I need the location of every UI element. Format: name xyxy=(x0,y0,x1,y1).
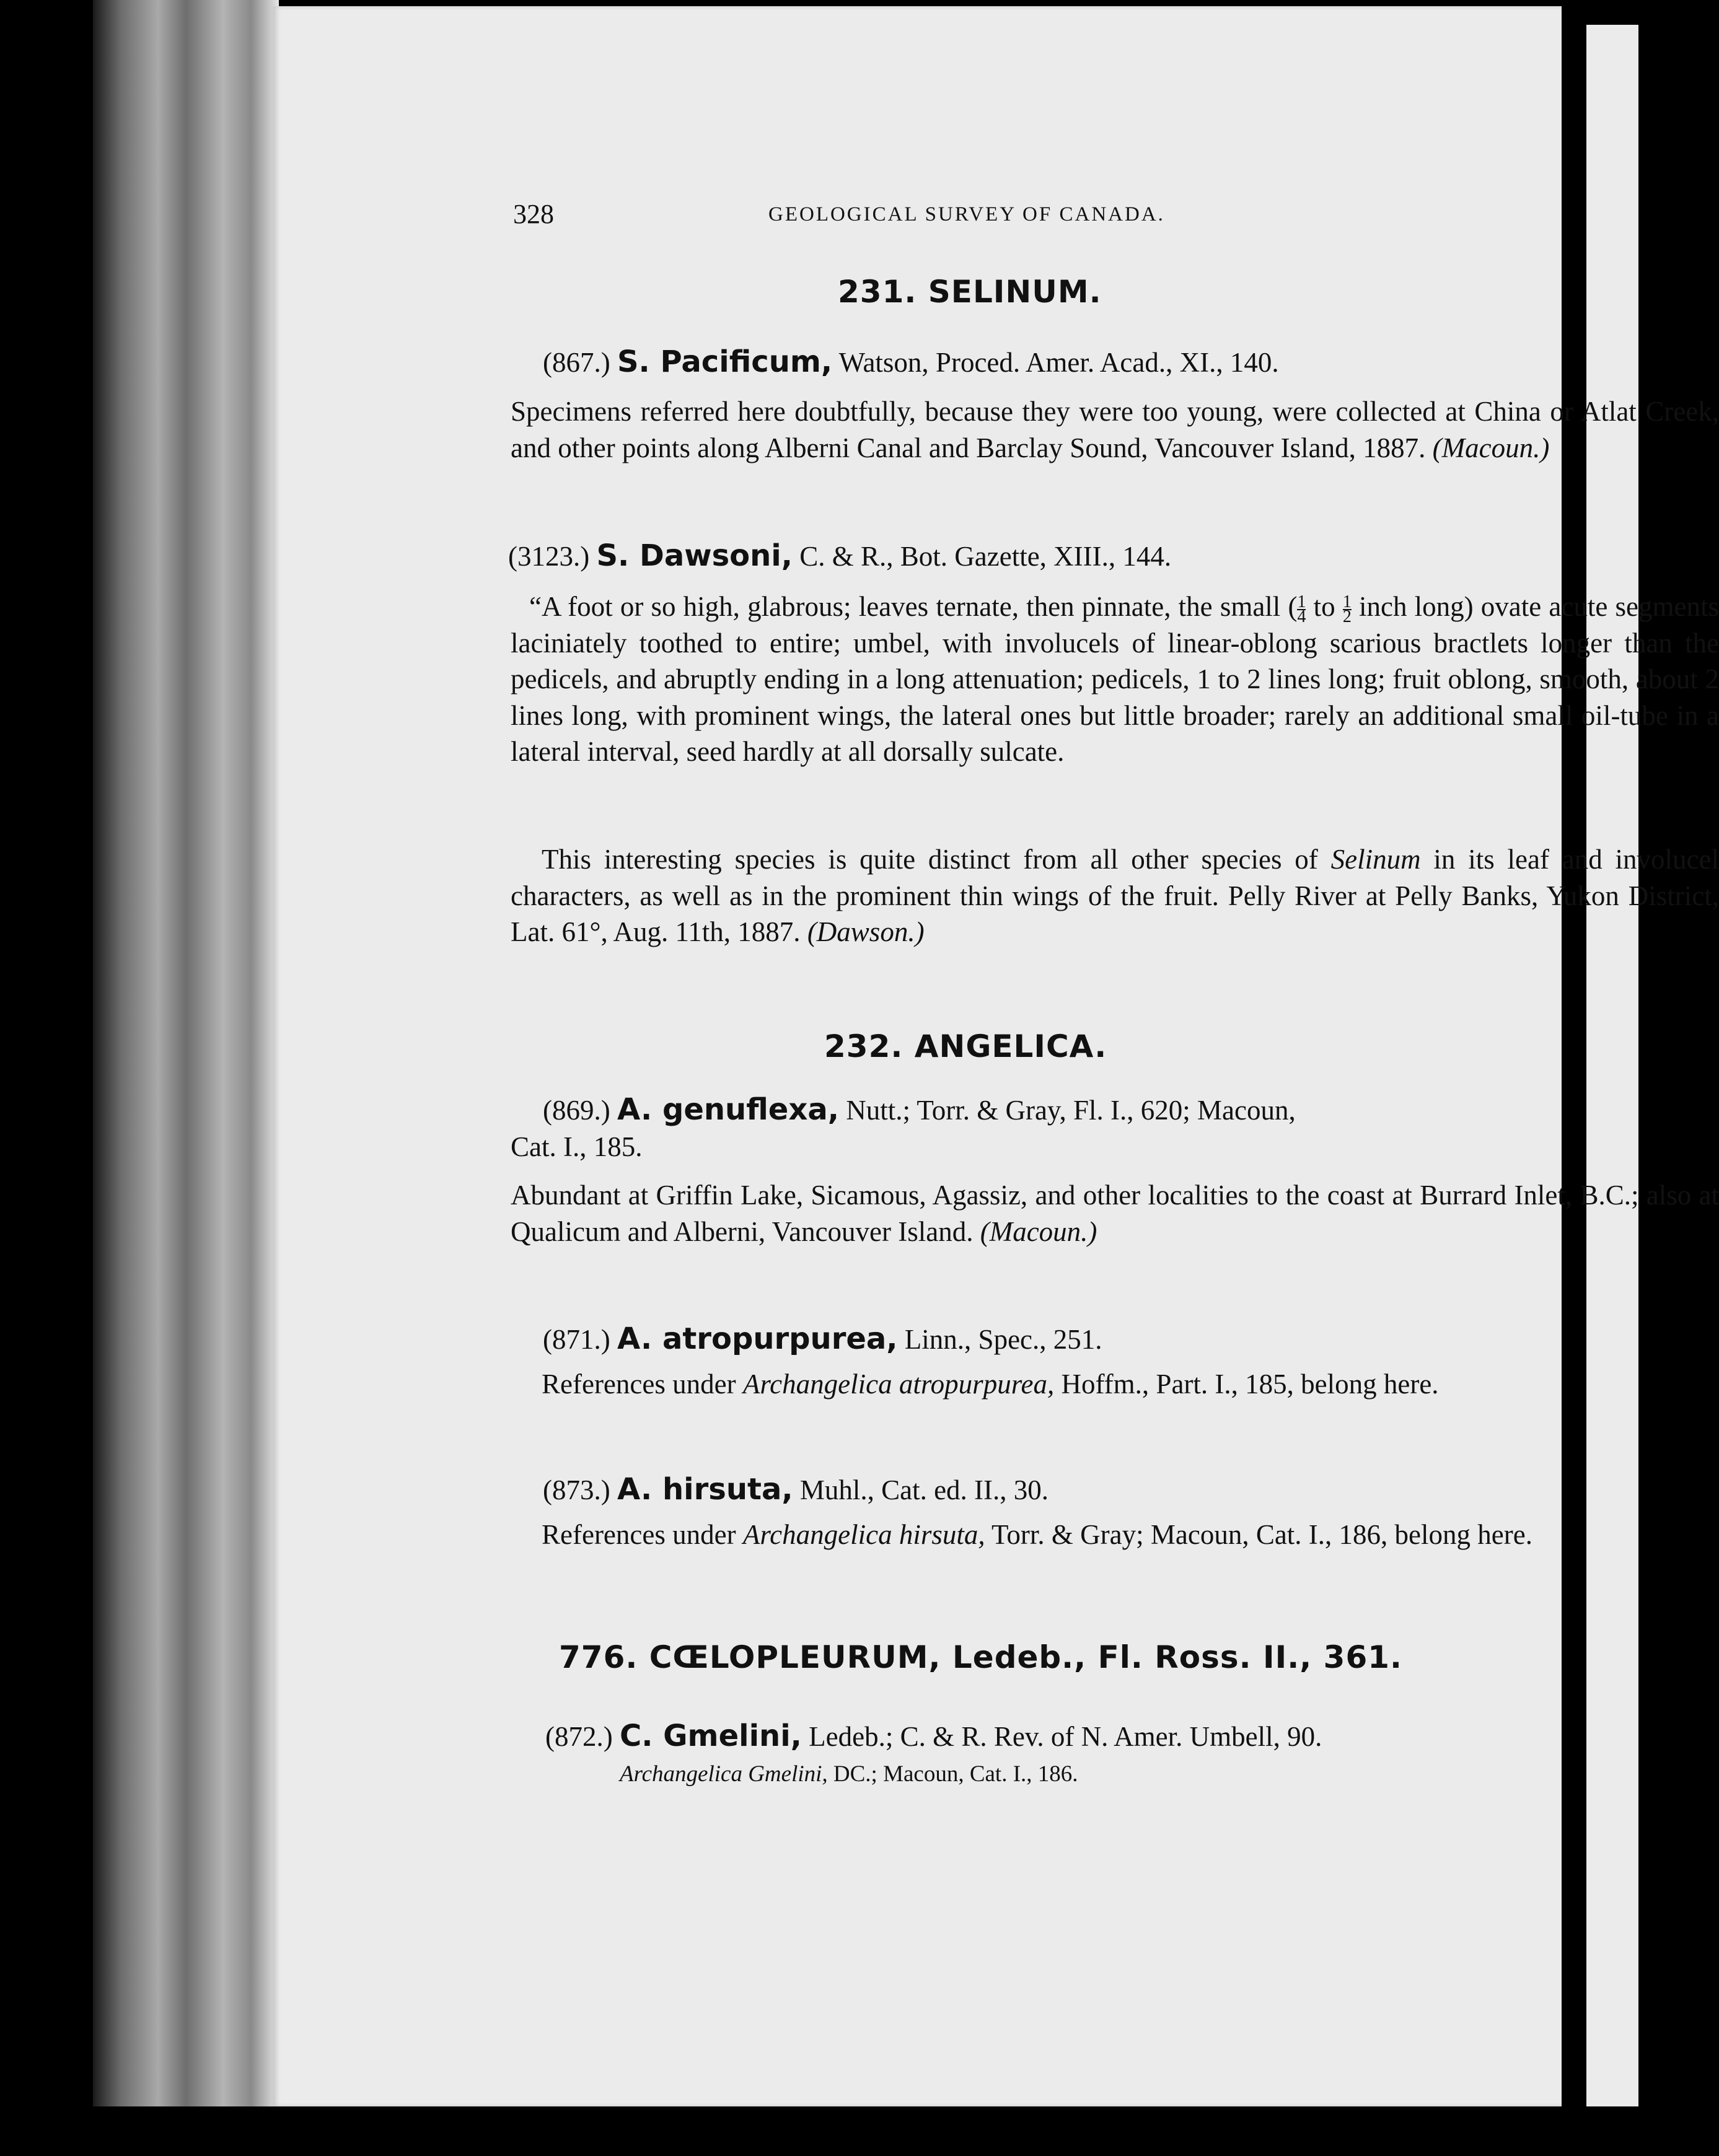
entry-867-line xyxy=(543,344,1279,380)
description-text: Abundant at Griffin Lake, Sicamous, Agassiz, and other localities to the coast at Burrard Inlet, B.C.; also at Qualicum and Alberni, Vancouver Island. xyxy=(511,1180,1719,1247)
reference-text: References under xyxy=(542,1519,743,1550)
running-title: GEOLOGICAL SURVEY OF CANADA. xyxy=(768,203,1165,226)
synonym-name: Archangelica hirsuta, xyxy=(742,1519,985,1550)
entry-number: (867.) xyxy=(543,347,610,378)
entry-873-line xyxy=(543,1471,1049,1508)
note-text: in its leaf and involucel characters, as well as in the prominent thin wings of the fruit. Pelly River at Pelly Banks, Yukon District, Lat. 61°, Aug. 11th, 1887. xyxy=(511,844,1719,947)
species-name: S. Pacificum, xyxy=(617,344,833,379)
synonym-name: Archangelica Gmelini, xyxy=(620,1761,828,1787)
entry-873-reference xyxy=(511,1517,1719,1553)
citation: C. & R., Bot. Gazette, XIII., 144. xyxy=(799,541,1172,572)
quote-text: “A foot or so high, glabrous; leaves ternate, then pinnate, the small ( xyxy=(529,591,1298,622)
fraction: $\frac{1}{4}$ xyxy=(1297,592,1306,626)
book-page-edges xyxy=(93,0,279,2106)
reference-text: References under xyxy=(542,1369,743,1400)
collector: (Macoun.) xyxy=(1432,432,1550,463)
scan-border-bottom xyxy=(0,2106,1638,2156)
species-name: A. genuflexa, xyxy=(617,1092,839,1127)
synonym-name: Archangelica atropurpurea, xyxy=(742,1369,1055,1400)
species-name: A. atropurpurea, xyxy=(617,1321,898,1356)
entry-3123-note xyxy=(511,841,1719,950)
species-name: C. Gmelini, xyxy=(619,1719,802,1753)
collector: (Macoun.) xyxy=(980,1216,1097,1247)
entry-871-reference xyxy=(511,1366,1719,1403)
facing-page-edge xyxy=(1586,25,1638,2106)
entry-872-line xyxy=(545,1718,1322,1755)
entry-869-citation-cont: Cat. I., 185. xyxy=(511,1131,643,1162)
section-heading-coelopleurum: 776. CŒLOPLEURUM, Ledeb., Fl. Ross. II., 361. xyxy=(559,1639,1403,1675)
page-number: 328 xyxy=(513,199,554,229)
entry-867-description xyxy=(511,393,1719,466)
note-text: This interesting species is quite distinct from all other species of xyxy=(542,844,1331,875)
entry-869-line xyxy=(543,1092,1296,1128)
entry-872-synonym xyxy=(620,1761,1078,1787)
section-heading-selinum: 231. SELINUM. xyxy=(838,274,1102,310)
genus-name: Selinum xyxy=(1330,844,1421,875)
species-name: A. hirsuta, xyxy=(617,1472,793,1507)
quote-text: to xyxy=(1306,591,1343,622)
citation: Muhl., Cat. ed. II., 30. xyxy=(799,1475,1049,1505)
reference-text: Hoffm., Part. I., 185, belong here. xyxy=(1054,1369,1439,1400)
book-page xyxy=(273,6,1719,2106)
entry-number: (869.) xyxy=(543,1095,610,1126)
entry-number: (872.) xyxy=(545,1721,613,1752)
entry-869-description xyxy=(511,1177,1719,1250)
citation: Linn., Spec., 251. xyxy=(904,1324,1102,1355)
entry-871-line xyxy=(543,1321,1102,1357)
species-name: S. Dawsoni, xyxy=(596,538,793,573)
description-text: Specimens referred here doubtfully, because they were too young, were collected at China or Atlat Creek, and other points along Alberni Canal and Barclay Sound, Vancouver Island, 1887. xyxy=(511,396,1719,463)
entry-3123-line xyxy=(508,538,1171,574)
citation: Watson, Proced. Amer. Acad., XI., 140. xyxy=(838,347,1279,378)
synonym-citation: DC.; Macoun, Cat. I., 186. xyxy=(827,1761,1078,1787)
fraction: $\frac{1}{2}$ xyxy=(1342,592,1352,626)
section-heading-angelica: 232. ANGELICA. xyxy=(824,1028,1107,1064)
citation: Nutt.; Torr. & Gray, Fl. I., 620; Macoun, xyxy=(846,1095,1296,1126)
entry-number: (871.) xyxy=(543,1324,610,1355)
citation: Ledeb.; C. & R. Rev. of N. Amer. Umbell, 90. xyxy=(809,1721,1322,1752)
quote-text: inch long) ovate acute segments laciniately toothed to entire; umbel, with involucels of linear-oblong scarious bractlets longer than the pedicels, and abruptly ending in a long attenuation; pedicels, 1 to 2 lines long; fruit oblong, smooth, about 2 lines long, with prominent wings, the lateral ones but little broader; rarely an additional small oil-tube in a lateral interval, seed hardly at all dorsally sulcate. xyxy=(511,591,1719,767)
collector: (Dawson.) xyxy=(807,916,925,947)
entry-number: (3123.) xyxy=(508,541,590,572)
reference-text: Torr. & Gray; Macoun, Cat. I., 186, belong here. xyxy=(985,1519,1532,1550)
entry-number: (873.) xyxy=(543,1475,610,1505)
entry-3123-quote xyxy=(511,589,1719,770)
